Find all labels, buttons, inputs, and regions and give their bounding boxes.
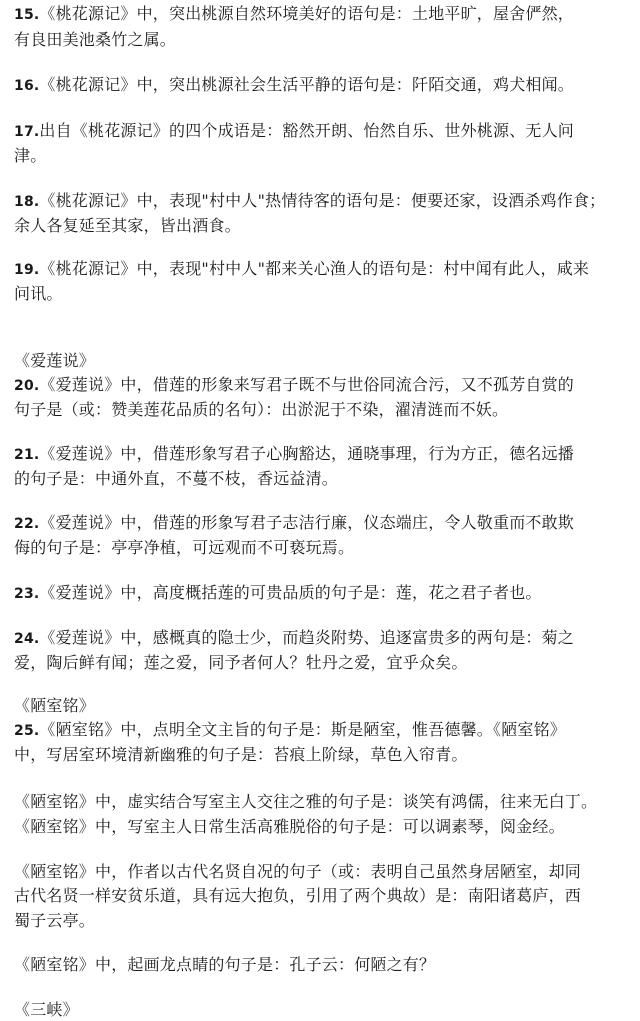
loushiming-sentence-2: 《陋室铭》中，写室主人日常生活高雅脱俗的句子是：可以调素琴，阅金经。 — [14, 817, 565, 836]
item-number: 23. — [14, 586, 40, 602]
item-text: 《爱莲说》中，感概真的隐士少，而趋炎附势、追逐富贵多的两句是：菊之 — [39, 628, 575, 647]
item-18-line-2: 余人各复延至其家，皆出酒食。 — [14, 216, 241, 235]
item-text: 《桃花源记》中，突出桃源社会生活平静的语句是：阡陌交通，鸡犬相闻。 — [39, 75, 575, 94]
item-24-line-2: 爱，陶后鲜有闻；莲之爱，同予者何人？牡丹之爱，宜乎众矣。 — [14, 653, 468, 672]
item-text: 《桃花源记》中，表现"村中人"都来关心渔人的语句是：村中闻有此人，咸来 — [39, 259, 590, 278]
item-22-line-2: 侮的句子是：亭亭净植，可远观而不可亵玩焉。 — [14, 538, 355, 557]
item-text: 《桃花源记》中，突出桃源自然环境美好的语句是：土地平旷，屋舍俨然， — [39, 4, 575, 23]
item-number: 24. — [14, 631, 40, 647]
item-text: 出自《桃花源记》的四个成语是：豁然开朗、怡然自乐、世外桃源、无人问 — [39, 121, 575, 140]
section-heading-ailianshuo: 《爱莲说》 — [14, 351, 96, 370]
item-number: 21. — [14, 447, 40, 463]
loushiming-sentence-3-line-1: 《陋室铭》中，作者以古代名贤自况的句子（或：表明自己虽然身居陋室，却同 — [14, 862, 582, 881]
item-25-line-2: 中，写居室环境清新幽雅的句子是：苔痕上阶绿，草色入帘青。 — [14, 745, 468, 764]
loushiming-sentence-3-line-3: 蜀子云亭。 — [14, 911, 96, 930]
item-17-line-1 — [14, 120, 632, 143]
loushiming-sentence-1: 《陋室铭》中，虚实结合写室主人交往之雅的句子是：谈笑有鸿儒，往来无白丁。 — [14, 792, 598, 811]
item-number: 17. — [14, 124, 40, 140]
item-22-line-1 — [14, 512, 632, 535]
item-19-line-2: 问讯。 — [14, 284, 63, 303]
item-number: 20. — [14, 378, 40, 394]
item-20-line-2: 句子是（或：赞美莲花品质的名句）：出淤泥于不染，濯清涟而不妖。 — [14, 400, 509, 419]
loushiming-sentence-4: 《陋室铭》中，起画龙点睛的句子是：孔子云：何陋之有？ — [14, 955, 436, 974]
section-heading-loushiming: 《陋室铭》 — [14, 696, 96, 715]
item-20-line-1 — [14, 374, 632, 397]
item-21-line-2: 的句子是：中通外直，不蔓不枝，香远益清。 — [14, 469, 339, 488]
section-heading-sanxia: 《三峡》 — [14, 1000, 79, 1019]
item-number: 18. — [14, 194, 40, 210]
item-16-line-1 — [14, 74, 632, 97]
item-number: 15. — [14, 7, 40, 23]
item-text: 《爱莲说》中，借莲的形象来写君子既不与世俗同流合污，又不孤芳自赏的 — [39, 375, 575, 394]
item-text: 《爱莲说》中，高度概括莲的可贵品质的句子是：莲，花之君子者也。 — [39, 583, 542, 602]
item-number: 22. — [14, 516, 40, 532]
item-text: 《桃花源记》中，表现"村中人"热情待客的语句是：便要还家，设酒杀鸡作食； — [39, 191, 606, 210]
item-23-line-1 — [14, 582, 632, 605]
item-15-line-2: 有良田美池桑竹之属。 — [14, 30, 177, 49]
loushiming-sentence-3-line-2: 古代名贤一样安贫乐道，具有远大抱负，引用了两个典故）是：南阳诸葛庐，西 — [14, 886, 582, 905]
item-15-line-1 — [14, 3, 632, 26]
item-number: 25. — [14, 723, 40, 739]
item-number: 19. — [14, 262, 40, 278]
item-text: 《爱莲说》中，借莲的形象写君子志洁行廉，仪态端庄，令人敬重而不敢欺 — [39, 513, 575, 532]
item-number: 16. — [14, 78, 40, 94]
item-text: 《陋室铭》中，点明全文主旨的句子是：斯是陋室，惟吾德馨。《陋室铭》 — [39, 720, 567, 739]
item-18-line-1 — [14, 190, 632, 213]
item-24-line-1 — [14, 627, 632, 650]
item-25-line-1 — [14, 719, 632, 742]
item-17-line-2: 津。 — [14, 146, 47, 165]
item-21-line-1 — [14, 443, 632, 466]
item-19-line-1 — [14, 258, 632, 281]
item-text: 《爱莲说》中，借莲形象写君子心胸豁达，通晓事理，行为方正，德名远播 — [39, 444, 575, 463]
